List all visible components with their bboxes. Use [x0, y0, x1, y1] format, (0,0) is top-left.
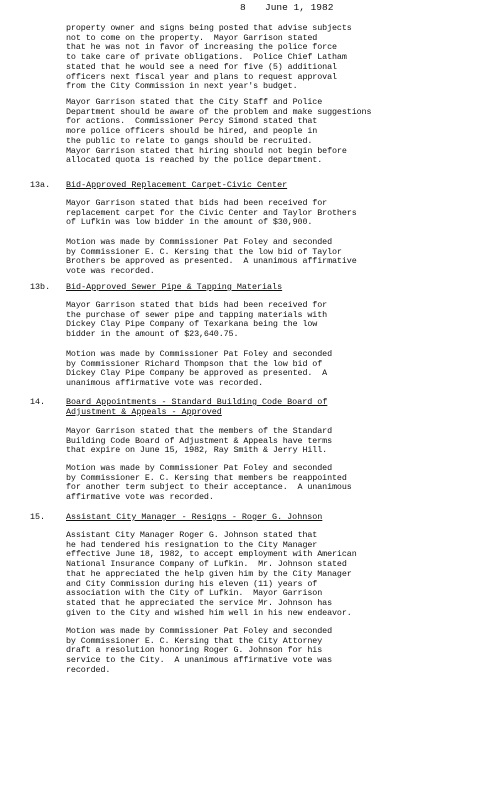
item-heading: Bid-Approved Replacement Carpet-Civic Center [66, 180, 288, 190]
item-number: 15. [30, 512, 46, 522]
item-paragraph: Motion was made by Commissioner Pat Foley and seconded by Commissioner E. C. Kersing that the City Attorney draft a resolution honoring Roger G. Johnson for his service to the City. A unanimous affirmative vote was recorded. [66, 626, 332, 675]
item-paragraph: Mayor Garrison stated that bids had been received for replacement carpet for the Civic Center and Taylor Brothers of Lufkin was low bidder in the amount of $30,900. [66, 198, 357, 228]
item-number: 13a. [30, 180, 51, 190]
item-heading: Board Appointments - Standard Building Code Board of Adjustment & Appeals - Approved [66, 397, 328, 417]
item-paragraph: Motion was made by Commissioner Pat Foley and seconded by Commissioner E. C. Kersing that members be reappointed for another term subject to their acceptance. A unanimous affirmative vote was recorded. [66, 463, 352, 503]
intro-paragraph: Mayor Garrison stated that the City Staff and Police Department should be aware of the problem and make suggestions for actions. Commissioner Percy Simond stated that more police officers should be hired, and people in the public to relate to gangs should be recruited. Mayor Garrison stated that hiring should not begin before allocated quota is reached by the police department. [66, 97, 372, 166]
item-number: 14. [30, 397, 46, 407]
page-date: June 1, 1982 [265, 2, 334, 13]
item-paragraph: Mayor Garrison stated that bids had been received for the purchase of sewer pipe and tapping materials with Dickey Clay Pipe Company of Texarkana being the low bidder in the amount of $23,640.75. [66, 300, 328, 340]
item-paragraph: Motion was made by Commissioner Pat Foley and seconded by Commissioner Richard Thompson that the low bid of Dickey Clay Pipe Company be approved as presented. A unanimous affirmative vote was recorded. [66, 349, 332, 389]
item-paragraph: Assistant City Manager Roger G. Johnson stated that he had tendered his resignation to the City Manager effective June 18, 1982, to accept employment with American National Insurance Company of Lufkin. Mr. Johnson stated that he appreciated the help given him by the City Manager and City Commission during his eleven (11) years of association with the City of Lufkin. Mayor Garrison stated that he appreciated the service Mr. Johnson has given to the City and wished him well in his new endeavor. [66, 530, 357, 618]
item-number: 13b. [30, 282, 51, 292]
item-heading: Bid-Approved Sewer Pipe & Tapping Materials [66, 282, 283, 292]
intro-paragraph: property owner and signs being posted that advise subjects not to come on the property. Mayor Garrison stated that he was not in favor of increasing the police force to take care of private obligations. Police Chief Latham stated that he would see a need for five (5) additional officers next fiscal year and plans to request approval from the City Commission in next year's budget. [66, 23, 352, 92]
item-paragraph: Motion was made by Commissioner Pat Foley and seconded by Commissioner E. C. Kersing that the low bid of Taylor Brothers be approved as presented. A unanimous affirmative vote was recorded. [66, 237, 357, 277]
item-paragraph: Mayor Garrison stated that the members of the Standard Building Code Board of Adjustment & Appeals have terms that expire on June 15, 1982, Ray Smith & Jerry Hill. [66, 426, 332, 456]
item-heading: Assistant City Manager - Resigns - Roger G. Johnson [66, 512, 323, 522]
page-number: 8 [240, 2, 246, 13]
